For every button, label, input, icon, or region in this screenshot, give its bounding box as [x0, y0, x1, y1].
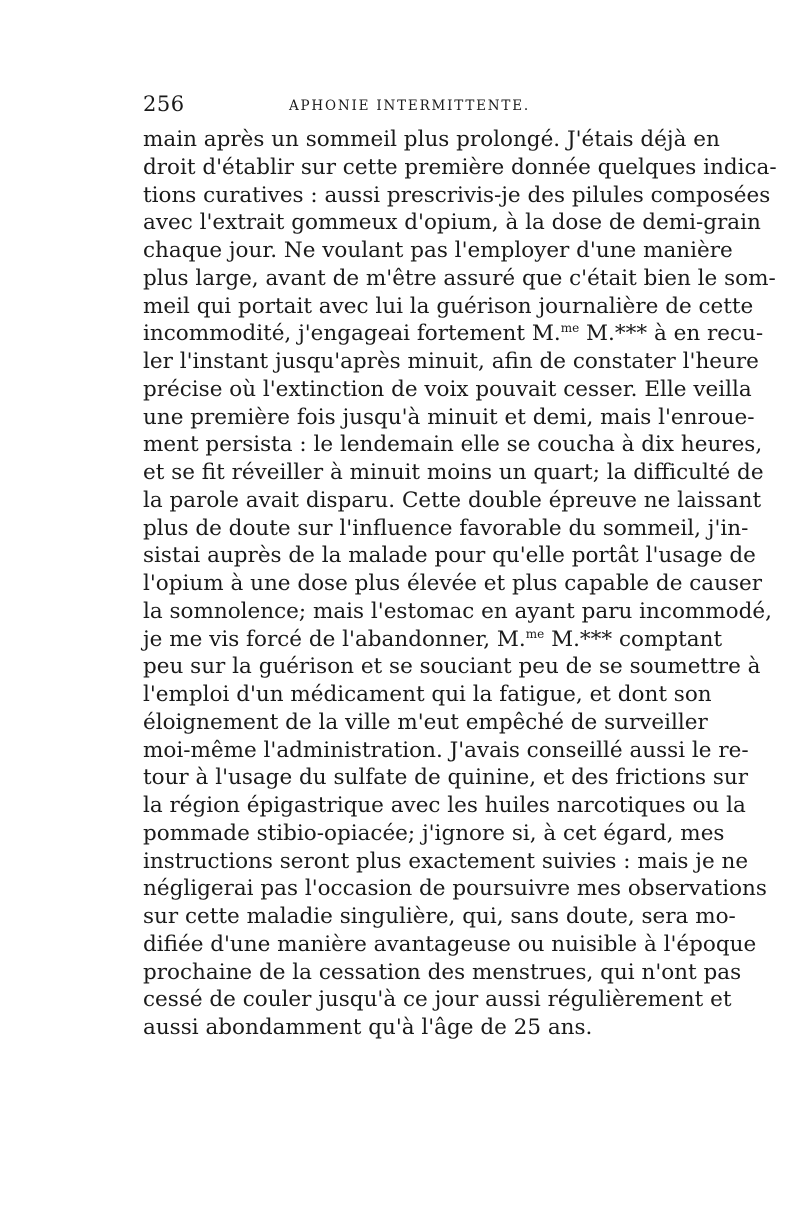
text-line: avec l'extrait gommeux d'opium, à la dose de demi-grain — [143, 210, 761, 236]
text-line: incommodité, j'engageai fortement M.$^{me}$ M.*** à en recu- — [143, 321, 764, 347]
text-line: tions curatives : aussi prescrivis-je des pilules composées — [143, 182, 771, 208]
text-line: cessé de couler jusqu'à ce jour aussi régulièrement et — [143, 987, 732, 1013]
page-header — [143, 92, 659, 118]
text-line: la somnolence; mais l'estomac en ayant paru incommodé, — [143, 598, 772, 624]
text-line: et se fit réveiller à minuit moins un quart; la difficulté de — [143, 460, 764, 485]
text-line: l'opium à une dose plus élevée et plus capable de causer — [143, 571, 762, 596]
text-line: difiée d'une manière avantageuse ou nuisible à l'époque — [143, 931, 757, 957]
text-line: instructions seront plus exactement suivies : mais je ne — [143, 848, 749, 874]
text-line: moi-même l'administration. J'avais conseillé aussi le re- — [143, 737, 749, 763]
text-line: je me vis forcé de l'abandonner, M.$^{me}$ M.*** comptant — [143, 626, 723, 652]
text-line: sistai auprès de la malade pour qu'elle portât l'usage de — [143, 543, 756, 569]
text-line: peu sur la guérison et se souciant peu de se soumettre à — [143, 654, 761, 680]
text-line: négligerai pas l'occasion de poursuivre mes observations — [143, 876, 767, 902]
text-line: précise où l'extinction de voix pouvait cesser. Elle veilla — [143, 376, 752, 402]
page-number: 256 — [143, 92, 185, 116]
text-line: aussi abondamment qu'à l'âge de 25 ans. — [143, 1015, 593, 1040]
text-line: une première fois jusqu'à minuit et demi, mais l'enroue- — [143, 404, 755, 430]
text-line: chaque jour. Ne voulant pas l'employer d'une manière — [143, 238, 733, 263]
text-line: meil qui portait avec lui la guérison journalière de cette — [143, 293, 754, 319]
text-line: plus large, avant de m'être assuré que c'était bien le som- — [143, 265, 776, 291]
text-line: la parole avait disparu. Cette double épreuve ne laissant — [143, 487, 762, 513]
text-line: droit d'établir sur cette première donnée quelques indica- — [143, 154, 777, 180]
superscript-me: me — [560, 321, 580, 336]
text-line: éloignement de la ville m'eut empêché de surveiller — [143, 709, 708, 735]
text-line: ment persista : le lendemain elle se coucha à dix heures, — [143, 432, 763, 458]
text-line: prochaine de la cessation des menstrues, qui n'ont pas — [143, 959, 742, 985]
text-line: tour à l'usage du sulfate de quinine, et des frictions sur — [143, 765, 748, 791]
text-line: ler l'instant jusqu'après minuit, afin de constater l'heure — [143, 349, 759, 374]
text-line: la région épigastrique avec les huiles narcotiques ou la — [143, 793, 746, 818]
text-line: plus de doute sur l'influence favorable du sommeil, j'in- — [143, 515, 749, 541]
text-line: main après un sommeil plus prolongé. J'étais déjà en — [143, 127, 720, 152]
text-line: sur cette maladie singulière, qui, sans doute, sera mo- — [143, 904, 736, 929]
superscript-me: me — [525, 626, 545, 641]
text-line: l'emploi d'un médicament qui la fatigue, et dont son — [143, 682, 712, 707]
text-line: pommade stibio-opiacée; j'ignore si, à cet égard, mes — [143, 820, 725, 846]
body-paragraph — [143, 126, 777, 1042]
running-head: APHONIE INTERMITTENTE. — [289, 98, 530, 114]
